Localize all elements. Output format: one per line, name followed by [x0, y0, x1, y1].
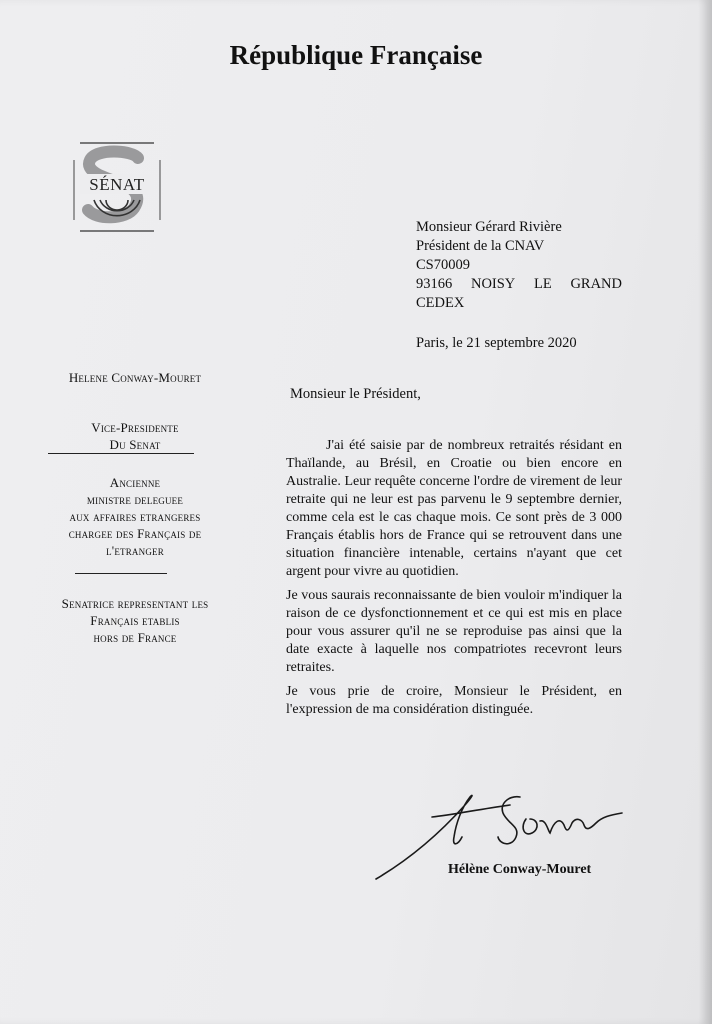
paragraph-3: Je vous prie de croire, Monsieur le Président, en l'expression de ma considération distinguée. — [286, 684, 622, 717]
vice-president-line1: Vice-Presidente — [91, 420, 179, 435]
vice-president-line2: Du Senat — [109, 437, 161, 452]
recipient-name: Monsieur Gérard Rivière — [416, 219, 562, 235]
senator-block: Senatrice representant les Français etablis hors de France — [61, 596, 209, 645]
page-edge-shadow — [698, 0, 712, 1024]
paragraph-2: Je vous saurais reconnaissante de bien vouloir m'indiquer la raison de ce dysfonctionnement et ce qui est mis en place pour vous assurer qu'il ne se reproduise pas ainsi que la date exacte à laquelle nos compatriotes recevront leurs retraites. — [286, 588, 622, 675]
divider — [48, 453, 194, 454]
recipient-box: CS70009 — [416, 257, 470, 273]
signature-name: Hélène Conway-Mouret — [448, 862, 592, 877]
sender-name: Helene Conway-Mouret — [68, 370, 202, 385]
recipient-cedex: CEDEX — [416, 295, 465, 311]
divider — [75, 573, 167, 574]
former-minister-block: Ancienne ministre deleguee aux affaires etrangeres chargee des Français de l'etranger — [68, 475, 202, 558]
recipient-address — [416, 218, 622, 313]
letterhead-title: République Française — [229, 40, 483, 70]
letter-date: Paris, le 21 septembre 2020 — [416, 335, 577, 351]
recipient-city: 93166 NOISY LE GRAND — [416, 276, 622, 292]
salutation: Monsieur le Président, — [290, 386, 421, 402]
recipient-title: Président de la CNAV — [416, 238, 545, 254]
senat-logo-icon — [72, 140, 162, 234]
paragraph-1: J'ai été saisie par de nombreux retraités résidant en Thaïlande, au Brésil, en Croatie ou bien encore en Australie. Leur requête concerne l'ordre de virement de leur retraite qui ne leur est pas parvenu le 9 septembre dernier, comme cela est le cas chaque mois. Ce sont près de 3 000 Français établis hors de France qui se retrouvent dans une situation financière intenable, certains n'ayant que cet argent pour vivre au quotidien. — [286, 438, 622, 579]
logo-text: SÉNAT — [89, 175, 145, 194]
